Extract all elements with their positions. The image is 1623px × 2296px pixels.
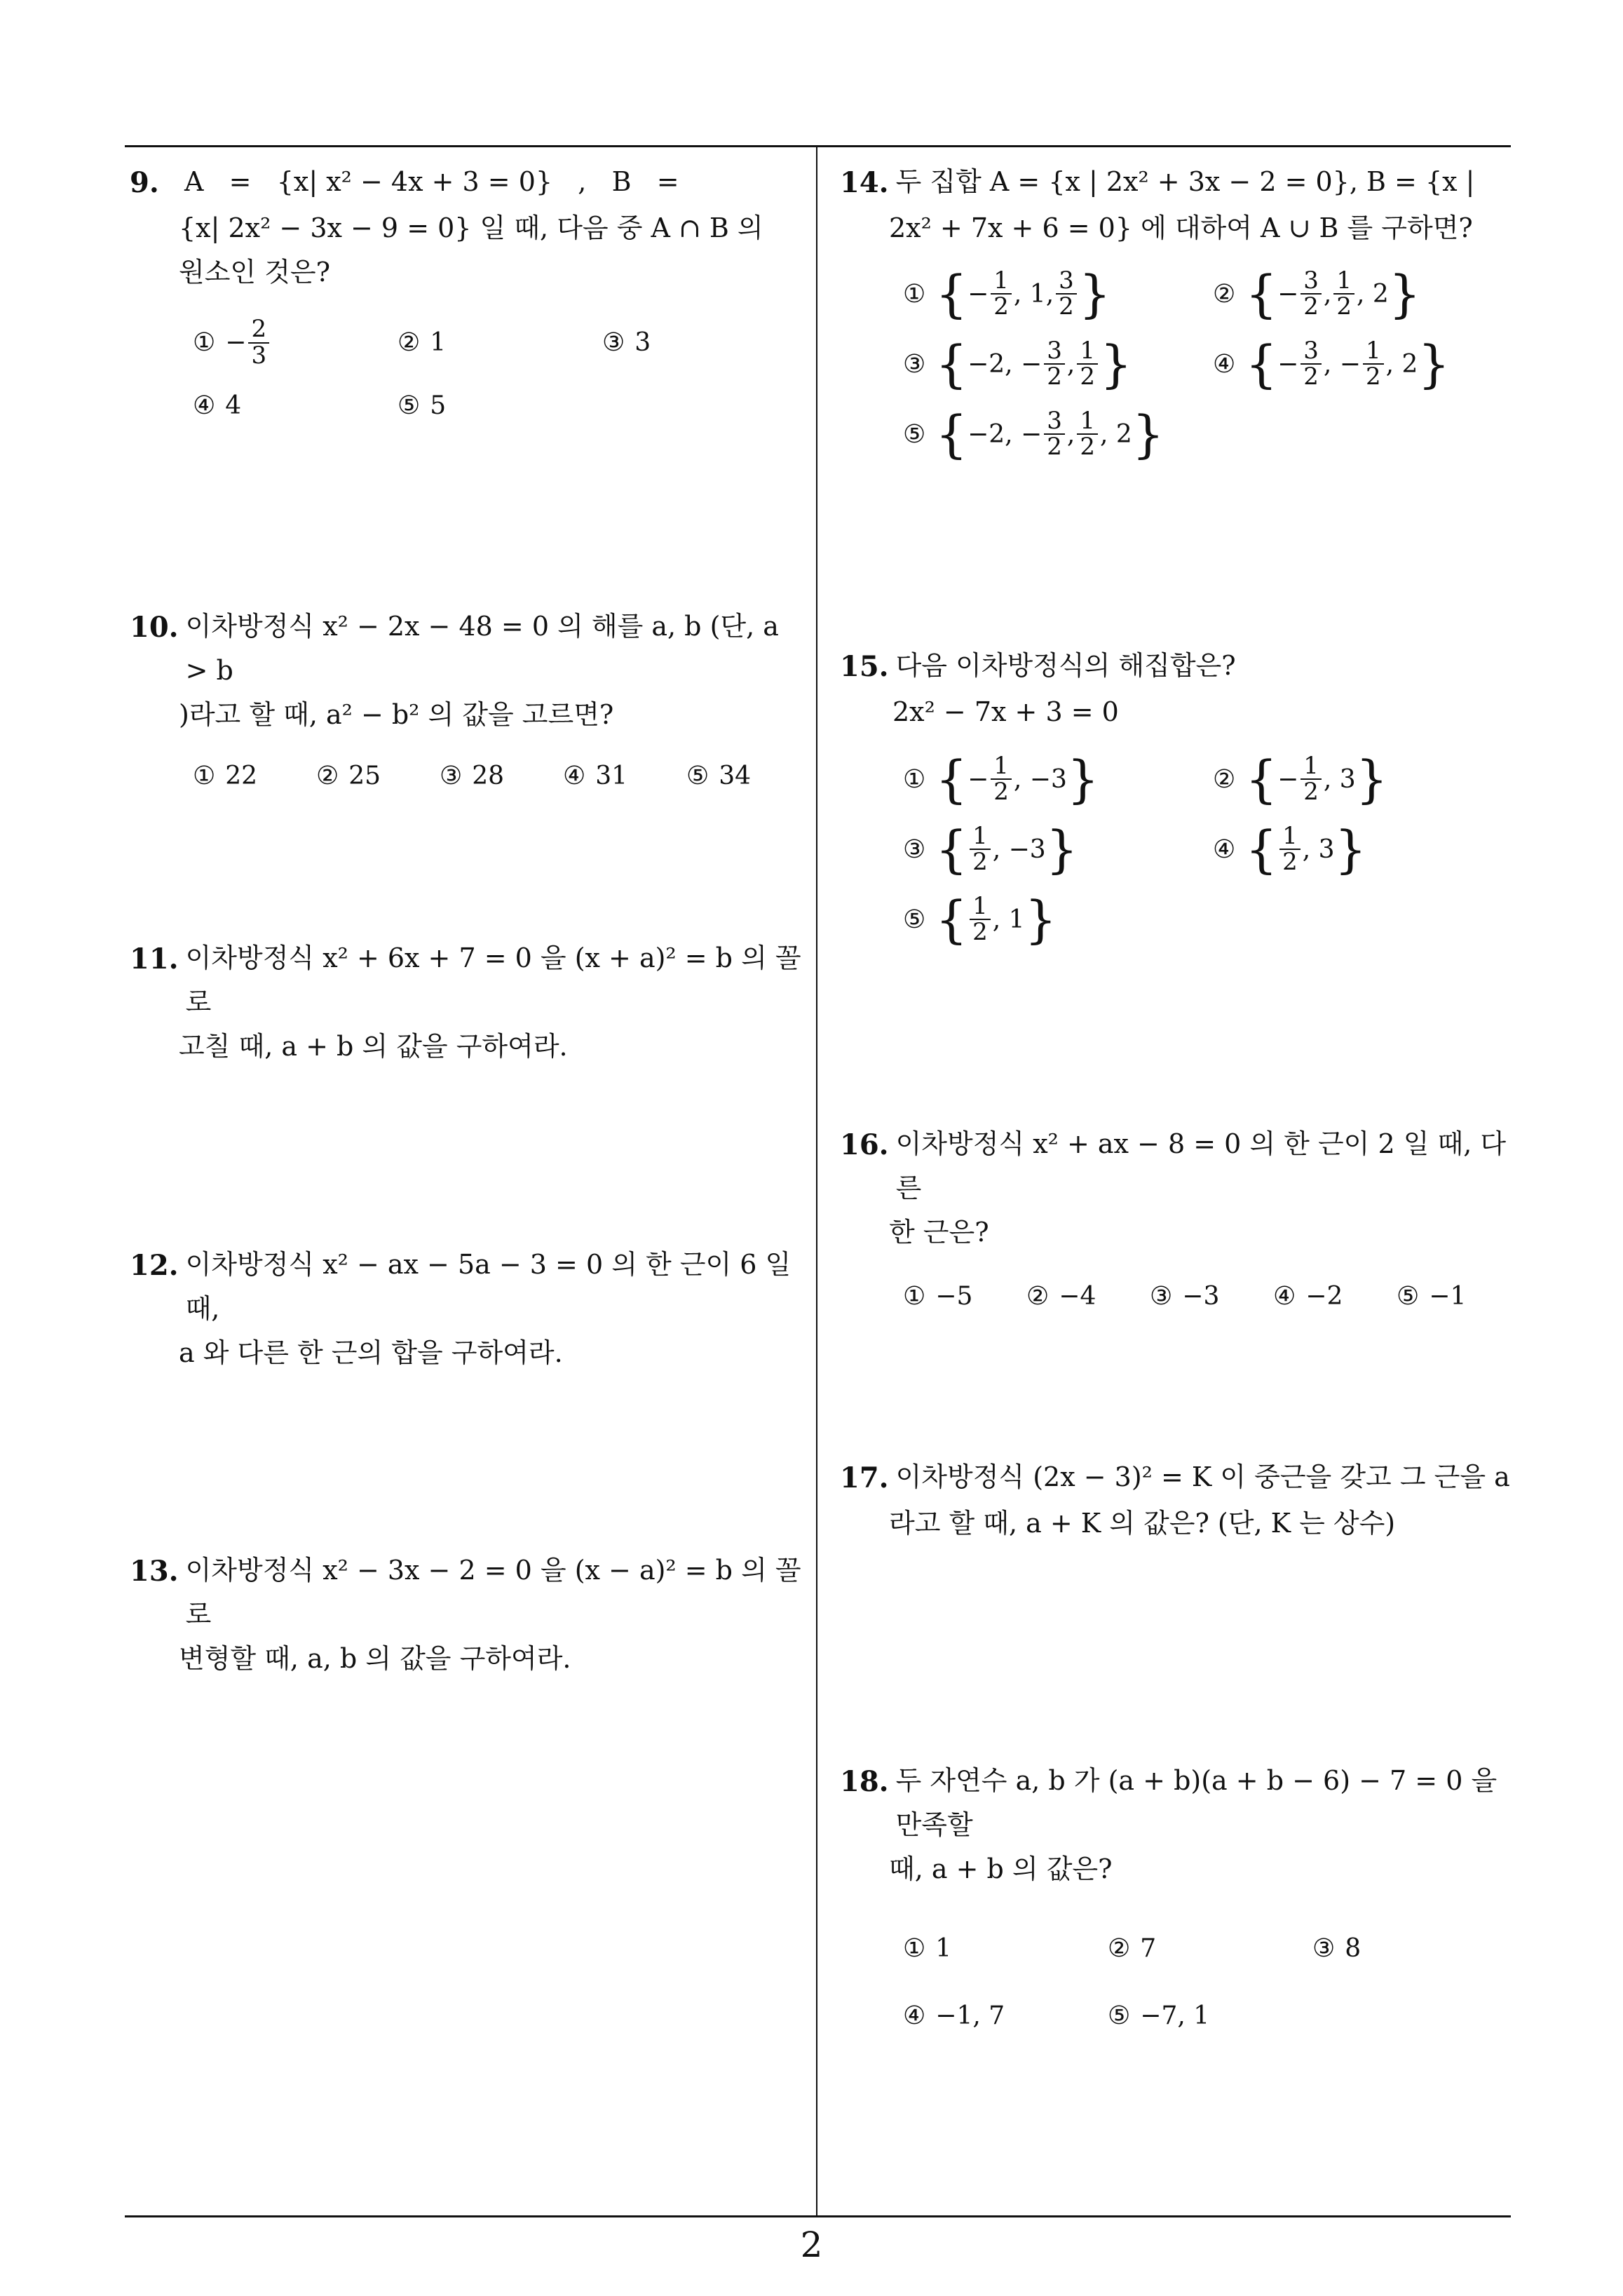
right-brace: }: [1132, 405, 1164, 464]
set-value: [935, 405, 1164, 464]
problem-13: [130, 1548, 803, 1681]
choice-value: 3: [634, 327, 651, 357]
set-text: , 1: [992, 905, 1025, 934]
set-value: [935, 264, 1111, 324]
choice-mark: ④: [1213, 349, 1236, 379]
set-text: −: [967, 279, 989, 309]
left-brace: {: [935, 820, 968, 879]
left-brace: {: [1245, 264, 1278, 324]
choice-5[interactable]: [1397, 1276, 1466, 1318]
right-brace: }: [1078, 264, 1111, 324]
problem-text-line: 라고 할 때, a + K 의 값은? (단, K 는 상수): [889, 1508, 1396, 1539]
choice-value: −7, 1: [1140, 2001, 1210, 2031]
problem-text-line: 때, a + b 의 값은?: [889, 1853, 1113, 1885]
choice-mark: ④: [903, 2001, 926, 2031]
choice-value: −2: [1305, 1282, 1343, 1311]
problem-text-line: 이차방정식 x² − 2x − 48 = 0 의 해를 a, b (단, a > b: [185, 611, 779, 687]
problem-text-line: {x| 2x² − 3x − 9 = 0} 일 때, 다음 중 A ∩ B 의: [179, 212, 763, 244]
right-brace: }: [1355, 750, 1388, 809]
problem-10: [130, 605, 803, 797]
problem-18: [840, 1759, 1516, 2050]
set-text: , 2: [1357, 279, 1389, 309]
set-text: , 3: [1302, 835, 1335, 864]
choice-2[interactable]: [316, 755, 440, 797]
choice-value: 31: [595, 762, 628, 791]
choice-3[interactable]: [903, 335, 1213, 394]
right-brace: }: [1024, 890, 1057, 950]
choice-4[interactable]: [563, 755, 686, 797]
set-text: , 3: [1323, 764, 1356, 794]
left-brace: {: [935, 264, 968, 324]
choice-value: 4: [225, 391, 242, 420]
problem-12: [130, 1243, 803, 1375]
problem-11: [130, 936, 803, 1069]
fraction: $\frac{1}{2}$: [1077, 339, 1098, 390]
problem-number: 9.: [130, 166, 159, 199]
choice-mark: ③: [440, 762, 463, 791]
choice-value: 5: [430, 391, 447, 420]
choice-mark: ②: [1108, 1934, 1131, 1964]
set-value: [935, 335, 1132, 394]
set-text: ,: [1066, 419, 1075, 449]
choice-1[interactable]: [193, 314, 398, 370]
choice-3[interactable]: [440, 755, 563, 797]
choice-mark: ①: [193, 327, 216, 357]
set-value: [1245, 264, 1421, 324]
choice-value: 28: [472, 762, 505, 791]
choice-mark: ⑤: [903, 419, 926, 449]
set-text: −: [1277, 764, 1299, 794]
problem-text-line: 이차방정식 x² − ax − 5a − 3 = 0 의 한 근이 6 일 때,: [185, 1249, 792, 1325]
choice-mark: ③: [1312, 1934, 1336, 1964]
choice-mark: ③: [903, 349, 926, 379]
problem-number: 13.: [130, 1555, 179, 1588]
set-text: −2, −: [967, 419, 1043, 449]
set-value: [935, 750, 1099, 809]
choice-4[interactable]: [1213, 335, 1451, 394]
set-text: −: [1277, 279, 1299, 309]
choice-mark: ⑤: [686, 762, 709, 791]
choice-mark: ⑤: [1397, 1282, 1420, 1311]
choice-mark: ①: [903, 1282, 926, 1311]
set-text: −: [1277, 349, 1299, 379]
left-brace: {: [935, 750, 968, 809]
choice-3[interactable]: [1312, 1928, 1361, 1970]
fraction: $\frac{1}{2}$: [1333, 269, 1354, 320]
choice-mark: ①: [903, 1934, 926, 1964]
choice-mark: ③: [903, 835, 926, 864]
left-brace: {: [1245, 820, 1278, 879]
set-value: [1245, 335, 1451, 394]
choice-2[interactable]: [1026, 1276, 1150, 1318]
problem-number: 18.: [840, 1765, 889, 1798]
problem-text-line: 두 자연수 a, b 가 (a + b)(a + b − 6) − 7 = 0 을 만족할: [895, 1765, 1498, 1841]
choice-mark: ④: [1213, 835, 1236, 864]
left-brace: {: [1245, 750, 1278, 809]
problem-text-line: 이차방정식 x² + ax − 8 = 0 의 한 근이 2 일 때, 다른: [895, 1128, 1507, 1204]
problem-14: [840, 160, 1516, 469]
fraction: $\frac{3}{2}$: [1056, 269, 1077, 320]
problem-16: [840, 1122, 1516, 1318]
left-brace: {: [1245, 335, 1278, 394]
set-text: ,: [1323, 279, 1332, 309]
choice-2[interactable]: [1213, 264, 1421, 324]
fraction: $\frac{3}{2}$: [1044, 339, 1065, 390]
fraction: $\frac{1}{2}$: [1301, 754, 1322, 805]
set-text: , 2: [1385, 349, 1418, 379]
fraction: $\frac{1}{2}$: [1279, 824, 1301, 875]
fraction: $\frac{3}{2}$: [1301, 339, 1322, 390]
choice-value: 34: [719, 762, 752, 791]
fraction: $\frac{1}{2}$: [991, 269, 1012, 320]
choice-mark: ②: [398, 327, 421, 357]
problem-text-line: 다음 이차방정식의 해집합은?: [895, 650, 1236, 681]
choice-value: −1: [1429, 1282, 1467, 1311]
choice-value: 1: [430, 327, 447, 357]
choice-3[interactable]: [602, 322, 651, 364]
problem-9: [130, 160, 803, 434]
choice-3[interactable]: [903, 820, 1213, 879]
choice-value: −4: [1059, 1282, 1096, 1311]
right-brace: }: [1388, 264, 1421, 324]
right-brace: }: [1334, 820, 1367, 879]
choice-mark: ③: [1150, 1282, 1173, 1311]
choice-mark: ③: [602, 327, 625, 357]
choice-3[interactable]: [1150, 1276, 1273, 1318]
choice-mark: ⑤: [1108, 2001, 1131, 2031]
choice-mark: ④: [1273, 1282, 1296, 1311]
right-brace: }: [1099, 335, 1132, 394]
set-value: [1245, 750, 1388, 809]
problem-text-line: 두 집합 A = {x | 2x² + 3x − 2 = 0}, B = {x |: [895, 166, 1475, 197]
problem-number: 17.: [840, 1461, 889, 1494]
fraction: $\frac{1}{2}$: [970, 824, 991, 875]
choice-mark: ①: [903, 764, 926, 794]
choice-1[interactable]: [903, 264, 1213, 324]
fraction: $\frac{3}{2}$: [1301, 269, 1322, 320]
choice-value: −5: [935, 1282, 973, 1311]
choice-mark: ②: [316, 762, 339, 791]
problem-text-line: 한 근은?: [889, 1217, 989, 1248]
left-brace: {: [935, 405, 968, 464]
fraction: $\frac{1}{2}$: [991, 754, 1012, 805]
choice-value: 22: [225, 762, 258, 791]
choice-value: 25: [348, 762, 381, 791]
choice-1[interactable]: [903, 750, 1213, 809]
left-brace: {: [935, 335, 968, 394]
set-text: , −3: [992, 835, 1046, 864]
fraction: $\frac{1}{2}$: [1077, 409, 1098, 460]
choice-value: 1: [935, 1934, 952, 1964]
set-text: −2, −: [967, 349, 1043, 379]
choice-mark: ⑤: [398, 391, 421, 420]
choice-4[interactable]: [903, 1995, 1108, 2037]
problem-text-line: 이차방정식 x² − 3x − 2 = 0 을 (x − a)² = b 의 꼴로: [185, 1555, 801, 1630]
choice-2[interactable]: [1108, 1928, 1312, 1970]
fraction: $\frac{1}{2}$: [1363, 339, 1384, 390]
problem-text-line: 고칠 때, a + b 의 값을 구하여라.: [179, 1031, 568, 1062]
set-text: , 1,: [1013, 279, 1054, 309]
problem-17: [840, 1455, 1516, 1546]
choice-5[interactable]: [686, 755, 751, 797]
set-text: ,: [1066, 349, 1075, 379]
choice-mark: ②: [1213, 764, 1236, 794]
right-brace: }: [1045, 820, 1078, 879]
problem-text-line: )라고 할 때, a² − b² 의 값을 고르면?: [179, 699, 614, 731]
page-number: 2: [800, 2224, 823, 2265]
fraction: $\frac{2}{3}$: [248, 317, 269, 368]
choice-5[interactable]: [1108, 1995, 1209, 2037]
fraction: $\frac{1}{2}$: [970, 894, 991, 945]
fraction: $\frac{3}{2}$: [1044, 409, 1065, 460]
choice-1[interactable]: [903, 1276, 1026, 1318]
choice-value: −3: [1182, 1282, 1220, 1311]
choice-1[interactable]: [193, 755, 316, 797]
set-text: , −: [1323, 349, 1361, 379]
choice-2[interactable]: [398, 322, 602, 364]
choice-5[interactable]: [398, 385, 446, 427]
right-brace: }: [1418, 335, 1451, 394]
problem-text-line: 이차방정식 (2x − 3)² = K 이 중근을 갖고 그 근을 a: [895, 1461, 1510, 1492]
set-value: [935, 820, 1078, 879]
problem-number: 15.: [840, 650, 889, 683]
problem-text-line: 2x² + 7x + 6 = 0} 에 대하여 A ∪ B 를 구하면?: [889, 212, 1473, 244]
set-text: −: [967, 764, 989, 794]
problem-15: [840, 644, 1516, 954]
right-brace: }: [1066, 750, 1099, 809]
problem-text-line: A = {x| x² − 4x + 3 = 0} , B =: [184, 166, 679, 197]
set-text: , 2: [1099, 419, 1132, 449]
problem-number: 14.: [840, 166, 889, 199]
choice-value: −: [225, 327, 247, 357]
left-brace: {: [935, 890, 968, 950]
choice-2[interactable]: [1213, 750, 1388, 809]
choice-value: 7: [1140, 1934, 1157, 1964]
choice-mark: ⑤: [903, 905, 926, 934]
set-value: [1245, 820, 1367, 879]
problem-number: 11.: [130, 943, 179, 975]
set-text: , −3: [1013, 764, 1067, 794]
choice-4[interactable]: [1213, 820, 1367, 879]
choice-mark: ②: [1026, 1282, 1050, 1311]
set-value: [935, 890, 1057, 950]
equation: 2x² − 7x + 3 = 0: [892, 696, 1119, 728]
footer-rule: [125, 2215, 1511, 2217]
choice-value: −1, 7: [935, 2001, 1005, 2031]
column-divider: [816, 145, 817, 2215]
problem-number: 10.: [130, 611, 179, 644]
problem-number: 16.: [840, 1128, 889, 1161]
choice-5[interactable]: [903, 405, 1164, 464]
problem-text-line: 이차방정식 x² + 6x + 7 = 0 을 (x + a)² = b 의 꼴로: [185, 943, 801, 1018]
problem-number: 12.: [130, 1249, 179, 1282]
choice-mark: ①: [903, 279, 926, 309]
problem-text-line: 변형할 때, a, b 의 값을 구하여라.: [179, 1643, 571, 1675]
choice-mark: ④: [193, 391, 216, 420]
choice-4[interactable]: [193, 385, 398, 427]
choice-1[interactable]: [903, 1928, 1108, 1970]
choice-value: 8: [1345, 1934, 1361, 1964]
choice-4[interactable]: [1273, 1276, 1397, 1318]
choice-5[interactable]: [903, 890, 1057, 950]
choice-mark: ①: [193, 762, 216, 791]
problem-text-line: 원소인 것은?: [179, 257, 330, 288]
choice-mark: ④: [563, 762, 586, 791]
choice-mark: ②: [1213, 279, 1236, 309]
header-rule: [125, 145, 1511, 147]
problem-text-line: a 와 다른 한 근의 합을 구하여라.: [179, 1337, 563, 1369]
